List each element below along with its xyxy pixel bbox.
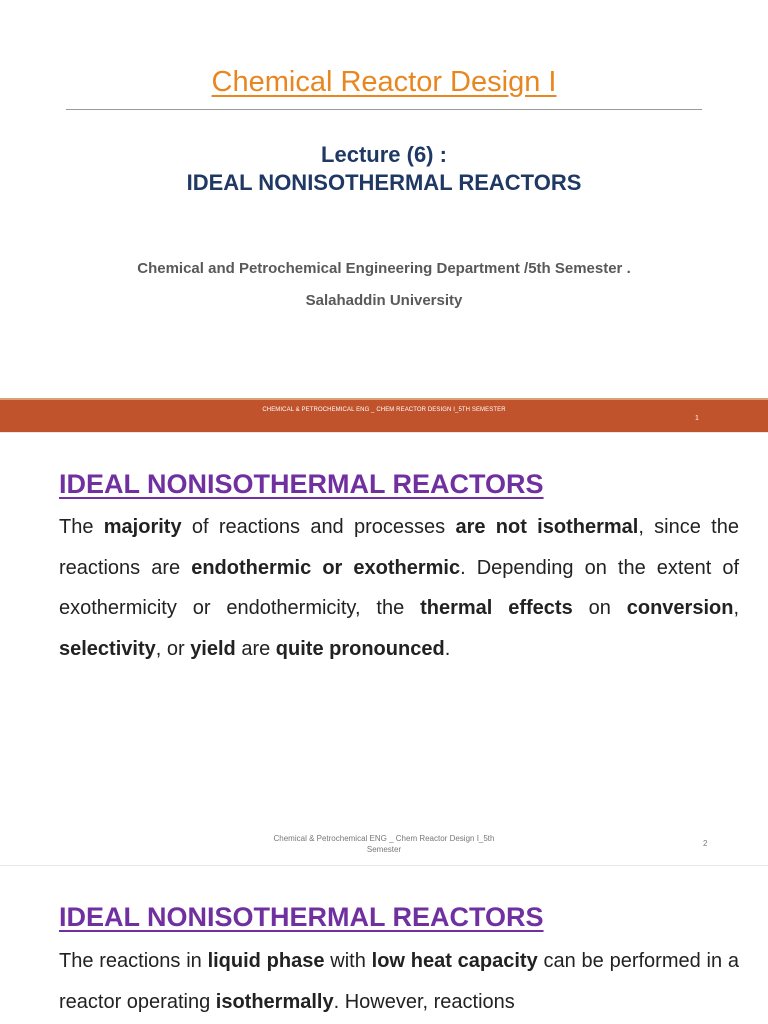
emphasis-text: isothermally — [215, 990, 334, 1013]
course-title: Chemical Reactor Design I — [211, 66, 557, 98]
body-text-run: . — [444, 637, 451, 660]
emphasis-text: liquid phase — [207, 950, 325, 972]
body-text-run: The — [59, 516, 104, 538]
slide-body-text — [59, 941, 739, 1022]
emphasis-text: are not isothermal — [455, 516, 639, 538]
emphasis-text: quite pronounced — [275, 637, 445, 660]
body-text-run: , or — [155, 637, 191, 660]
body-text-run: . However, reactions — [333, 990, 515, 1013]
page-number: 1 — [695, 415, 699, 422]
lecture-title — [0, 141, 768, 197]
emphasis-text: conversion — [626, 597, 734, 619]
body-text-run: . Depending on the extent of exothermicity or endothermicity, the — [59, 556, 740, 619]
body-text-run: of reactions and processes — [181, 516, 456, 538]
emphasis-text: thermal effects — [420, 597, 573, 619]
emphasis-text: yield — [190, 637, 236, 660]
body-text-run: , — [733, 597, 739, 619]
title-divider — [66, 109, 702, 110]
lecture-number: Lecture (6) : — [321, 142, 447, 167]
footer-text: CHEMICAL & PETROCHEMICAL ENG _ CHEM REACTOR DESIGN I_5TH SEMESTER — [262, 407, 506, 413]
affiliation — [0, 253, 768, 317]
emphasis-text: selectivity — [59, 637, 156, 660]
body-text-run: with — [324, 950, 372, 972]
body-text-run: The reactions in — [59, 950, 208, 972]
slide-3 — [0, 866, 768, 1024]
university-line: Salahaddin University — [305, 292, 463, 309]
slide-footer — [0, 833, 768, 855]
footer-line-2: Semester — [366, 845, 402, 854]
slide-2 — [0, 433, 768, 865]
footer-band — [0, 400, 768, 432]
lecture-topic: IDEAL NONISOTHERMAL REACTORS — [186, 170, 582, 195]
body-text-run: can be performed in a reactor operating — [59, 950, 740, 1013]
slide-heading: IDEAL NONISOTHERMAL REACTORS — [59, 902, 544, 932]
page-number: 2 — [703, 839, 708, 848]
slide-body-text — [59, 507, 739, 669]
body-text-run: on — [572, 597, 627, 619]
emphasis-text: endothermic or exothermic — [191, 556, 461, 579]
slide-heading: IDEAL NONISOTHERMAL REACTORS — [59, 469, 544, 499]
emphasis-text: majority — [103, 516, 182, 538]
slide-1 — [0, 0, 768, 432]
body-text-run: are — [235, 637, 276, 660]
body-text-run: , since the reactions are — [59, 516, 739, 579]
footer-line-1: Chemical & Petrochemical ENG _ Chem Reactor Design I_5th — [273, 834, 495, 843]
department-line: Chemical and Petrochemical Engineering Department /5th Semester . — [137, 260, 631, 277]
emphasis-text: low heat capacity — [371, 950, 538, 972]
